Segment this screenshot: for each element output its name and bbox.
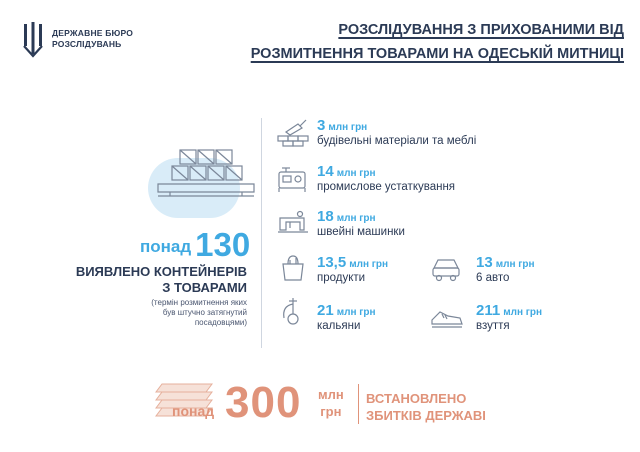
containers-note-line-3: посадовцями) xyxy=(194,318,247,327)
containers-count xyxy=(140,226,250,264)
item-desc-1: промислове устаткування xyxy=(317,181,456,193)
item-amount-value: 13,5 xyxy=(317,254,347,271)
item-amount-unit: млн грн xyxy=(349,259,389,270)
sneakers-icon xyxy=(430,302,464,332)
containers-label xyxy=(76,264,247,296)
containers-label-line-2: З ТОВАРАМИ xyxy=(162,280,247,295)
item-amount-unit: млн грн xyxy=(503,307,543,318)
containers-note-line-2: був штучно затягнутий xyxy=(162,308,247,317)
item-desc-3: продукти xyxy=(317,272,366,284)
item-amount-value: 3 xyxy=(317,117,326,134)
item-amount-value: 211 xyxy=(476,302,501,319)
damage-unit xyxy=(318,386,344,420)
item-amount-1 xyxy=(317,163,376,181)
item-desc-0: будівельні матеріали та меблі xyxy=(317,135,477,147)
item-desc-6: взуття xyxy=(476,320,510,332)
org-name-line-2: РОЗСЛІДУВАНЬ xyxy=(52,39,122,49)
item-amount-unit: млн грн xyxy=(328,122,368,133)
org-name-line-1: ДЕРЖАВНЕ БЮРО xyxy=(52,28,134,38)
item-amount-value: 13 xyxy=(476,254,493,271)
containers-note xyxy=(151,298,247,328)
dbr-emblem-icon xyxy=(22,22,44,58)
item-amount-unit: млн грн xyxy=(336,168,376,179)
item-amount-2 xyxy=(317,208,376,226)
hookah-icon xyxy=(276,296,310,326)
containers-note-line-1: (термін розмитнення яких xyxy=(151,298,247,307)
damage-prefix: понад xyxy=(172,403,215,419)
item-amount-unit: млн грн xyxy=(495,259,535,270)
item-amount-6 xyxy=(476,302,542,320)
vertical-divider xyxy=(261,118,262,348)
shipping-containers-icon xyxy=(150,146,260,208)
damage-text-line-2: ЗБИТКІВ ДЕРЖАВІ xyxy=(366,408,486,423)
item-amount-value: 21 xyxy=(317,302,334,319)
page-title-line-2: РОЗМИТНЕННЯ ТОВАРАМИ НА ОДЕСЬКІЙ МИТНИЦІ xyxy=(250,46,624,62)
page-title-line-1: РОЗСЛІДУВАННЯ З ПРИХОВАНИМИ ВІД xyxy=(338,22,624,38)
grocery-bag-icon xyxy=(276,252,310,282)
damage-unit-line-1: млн xyxy=(318,387,344,402)
item-amount-0 xyxy=(317,117,367,135)
containers-count-value: 130 xyxy=(195,226,251,263)
damage-unit-line-2: грн xyxy=(320,404,342,419)
cars-icon xyxy=(430,254,464,284)
item-desc-4: 6 авто xyxy=(476,272,510,284)
containers-label-line-1: ВИЯВЛЕНО КОНТЕЙНЕРІВ xyxy=(75,264,247,279)
sewing-machine-icon xyxy=(276,208,310,238)
item-amount-unit: млн грн xyxy=(336,213,376,224)
item-amount-4 xyxy=(476,254,535,272)
construction-trowel-icon xyxy=(276,118,310,148)
item-amount-3 xyxy=(317,254,388,272)
damage-amount: 300 xyxy=(225,378,302,427)
item-amount-unit: млн грн xyxy=(336,307,376,318)
industrial-machine-icon xyxy=(276,164,310,194)
item-desc-5: кальяни xyxy=(317,320,361,332)
item-amount-value: 14 xyxy=(317,163,334,180)
damage-text-line-1: ВСТАНОВЛЕНО xyxy=(366,391,467,406)
damage-text xyxy=(366,390,486,424)
item-amount-5 xyxy=(317,302,376,320)
item-amount-value: 18 xyxy=(317,208,334,225)
damage-divider xyxy=(358,384,359,424)
org-name xyxy=(52,28,133,50)
containers-count-prefix: понад xyxy=(140,237,192,256)
item-desc-2: швейні машинки xyxy=(317,226,405,238)
